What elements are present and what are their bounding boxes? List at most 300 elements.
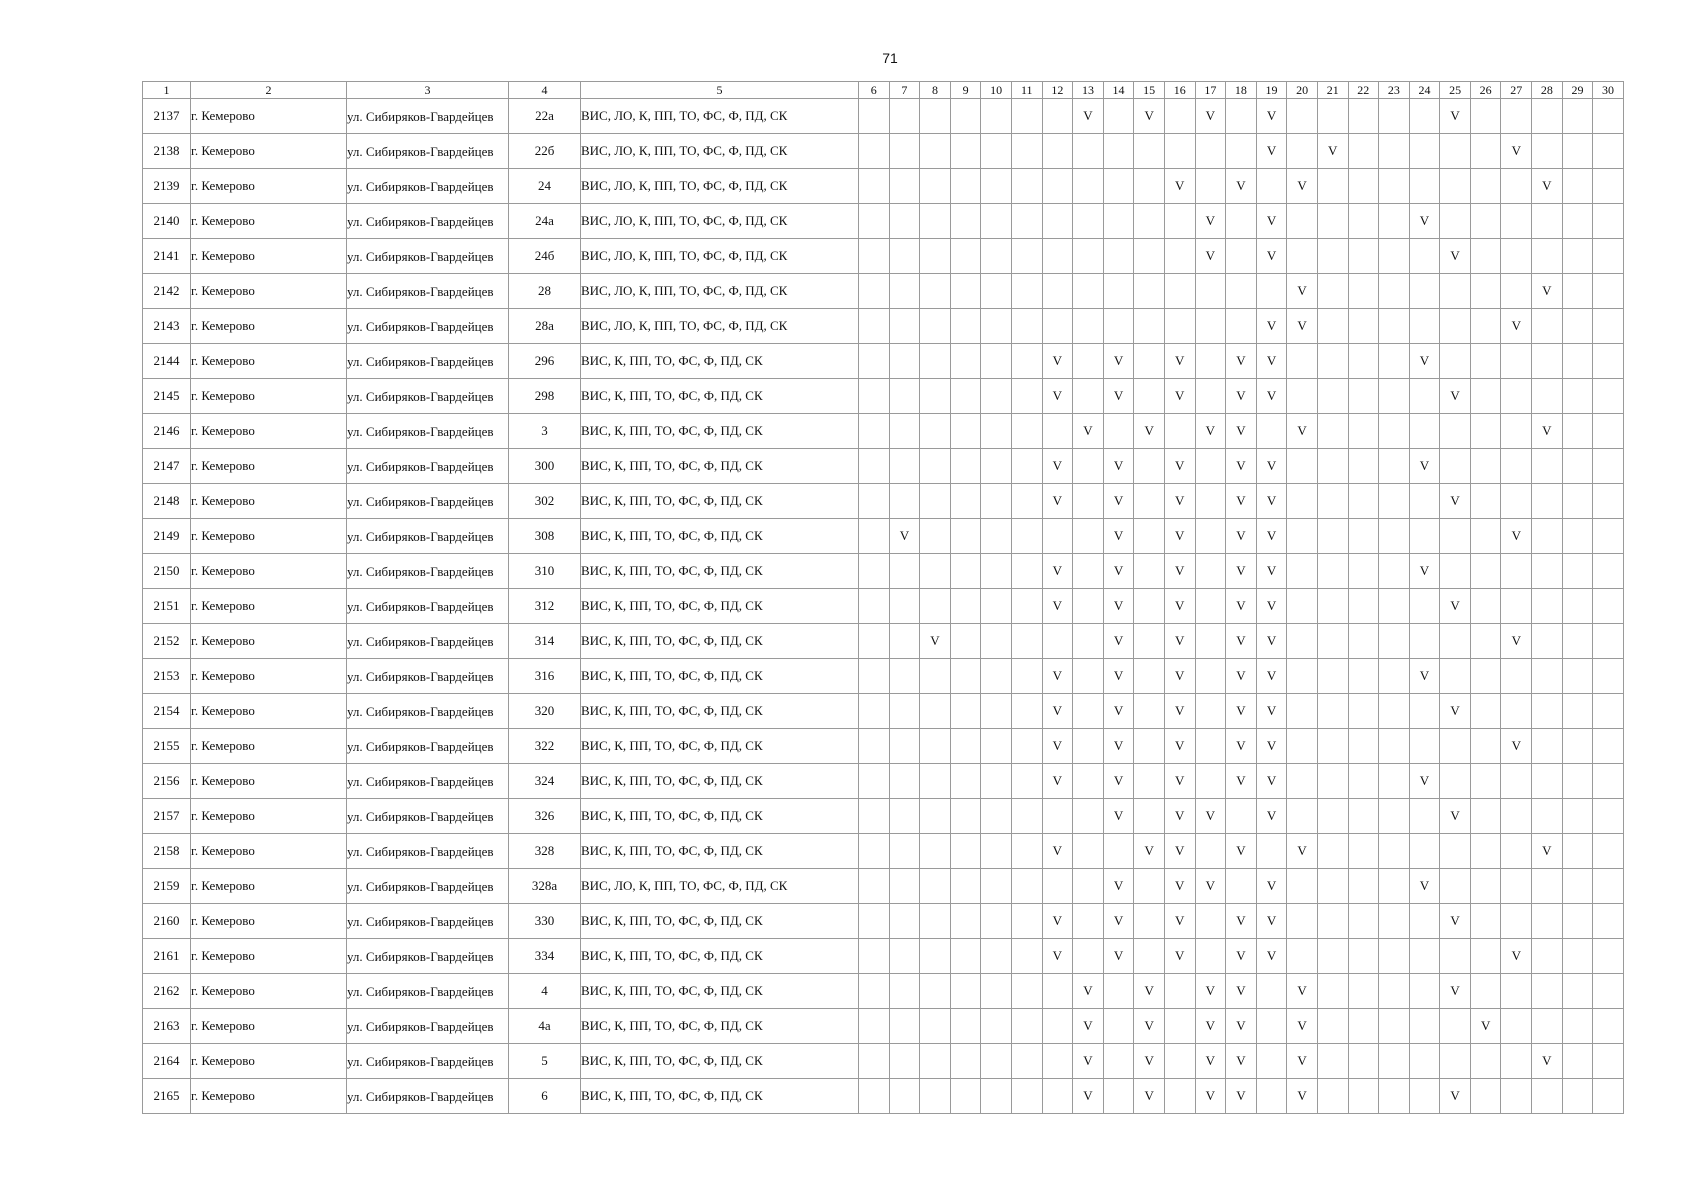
empty-cell bbox=[1440, 834, 1471, 869]
check-mark: V bbox=[1256, 379, 1287, 414]
empty-cell bbox=[889, 624, 920, 659]
row-number: 2151 bbox=[143, 589, 191, 624]
check-mark: V bbox=[1226, 484, 1257, 519]
empty-cell bbox=[1134, 729, 1165, 764]
empty-cell bbox=[1532, 204, 1563, 239]
empty-cell bbox=[1317, 729, 1348, 764]
empty-cell bbox=[950, 869, 981, 904]
column-header-17: 17 bbox=[1195, 82, 1226, 99]
page-number: 71 bbox=[882, 50, 898, 66]
empty-cell bbox=[1593, 414, 1624, 449]
empty-cell bbox=[1501, 484, 1532, 519]
check-mark: V bbox=[1226, 729, 1257, 764]
empty-cell bbox=[1226, 134, 1257, 169]
check-mark: V bbox=[1134, 834, 1165, 869]
empty-cell bbox=[1501, 869, 1532, 904]
column-header-12: 12 bbox=[1042, 82, 1073, 99]
check-mark: V bbox=[1226, 624, 1257, 659]
check-mark: V bbox=[1195, 1079, 1226, 1114]
empty-cell bbox=[950, 939, 981, 974]
empty-cell bbox=[1134, 169, 1165, 204]
empty-cell bbox=[1134, 589, 1165, 624]
empty-cell bbox=[889, 344, 920, 379]
empty-cell bbox=[1470, 414, 1501, 449]
empty-cell bbox=[1470, 1079, 1501, 1114]
empty-cell bbox=[1042, 799, 1073, 834]
services-cell: ВИС, ЛО, К, ПП, ТО, ФС, Ф, ПД, СК bbox=[581, 99, 859, 134]
empty-cell bbox=[1593, 519, 1624, 554]
empty-cell bbox=[1562, 449, 1593, 484]
services-cell: ВИС, К, ПП, ТО, ФС, Ф, ПД, СК bbox=[581, 414, 859, 449]
check-mark: V bbox=[1440, 974, 1471, 1009]
check-mark: V bbox=[1073, 414, 1104, 449]
city-cell: г. Кемерово bbox=[191, 834, 347, 869]
empty-cell bbox=[1409, 519, 1440, 554]
empty-cell bbox=[1532, 449, 1563, 484]
empty-cell bbox=[859, 1079, 890, 1114]
empty-cell bbox=[920, 659, 951, 694]
empty-cell bbox=[1593, 1079, 1624, 1114]
column-header-2: 2 bbox=[191, 82, 347, 99]
empty-cell bbox=[1195, 169, 1226, 204]
check-mark: V bbox=[1287, 414, 1318, 449]
empty-cell bbox=[1348, 99, 1379, 134]
empty-cell bbox=[950, 904, 981, 939]
empty-cell bbox=[950, 204, 981, 239]
empty-cell bbox=[859, 869, 890, 904]
column-header-9: 9 bbox=[950, 82, 981, 99]
empty-cell bbox=[1287, 764, 1318, 799]
column-header-3: 3 bbox=[347, 82, 509, 99]
empty-cell bbox=[1379, 1044, 1410, 1079]
empty-cell bbox=[1562, 589, 1593, 624]
check-mark: V bbox=[1164, 519, 1195, 554]
empty-cell bbox=[1073, 764, 1104, 799]
empty-cell bbox=[981, 729, 1012, 764]
empty-cell bbox=[1073, 939, 1104, 974]
check-mark: V bbox=[1256, 344, 1287, 379]
column-header-8: 8 bbox=[920, 82, 951, 99]
check-mark: V bbox=[1409, 344, 1440, 379]
street-cell: ул. Сибиряков-Гвардейцев bbox=[347, 1009, 509, 1044]
row-number: 2138 bbox=[143, 134, 191, 169]
check-mark: V bbox=[1226, 519, 1257, 554]
services-cell: ВИС, К, ПП, ТО, ФС, Ф, ПД, СК bbox=[581, 799, 859, 834]
empty-cell bbox=[1317, 99, 1348, 134]
row-number: 2150 bbox=[143, 554, 191, 589]
empty-cell bbox=[1440, 1044, 1471, 1079]
empty-cell bbox=[1042, 1079, 1073, 1114]
empty-cell bbox=[1348, 344, 1379, 379]
table-row bbox=[143, 484, 1624, 519]
check-mark: V bbox=[1134, 99, 1165, 134]
empty-cell bbox=[1042, 169, 1073, 204]
check-mark: V bbox=[1103, 624, 1134, 659]
empty-cell bbox=[859, 99, 890, 134]
empty-cell bbox=[1011, 204, 1042, 239]
empty-cell bbox=[889, 939, 920, 974]
check-mark: V bbox=[1103, 869, 1134, 904]
empty-cell bbox=[889, 764, 920, 799]
empty-cell bbox=[1532, 904, 1563, 939]
check-mark: V bbox=[1103, 659, 1134, 694]
empty-cell bbox=[1073, 694, 1104, 729]
check-mark: V bbox=[1073, 1009, 1104, 1044]
empty-cell bbox=[981, 1044, 1012, 1079]
house-cell: 308 bbox=[509, 519, 581, 554]
empty-cell bbox=[1164, 134, 1195, 169]
empty-cell bbox=[859, 134, 890, 169]
empty-cell bbox=[950, 449, 981, 484]
empty-cell bbox=[920, 414, 951, 449]
empty-cell bbox=[1532, 729, 1563, 764]
street-cell: ул. Сибиряков-Гвардейцев bbox=[347, 1044, 509, 1079]
empty-cell bbox=[1317, 764, 1348, 799]
column-header-1: 1 bbox=[143, 82, 191, 99]
empty-cell bbox=[1562, 659, 1593, 694]
city-cell: г. Кемерово bbox=[191, 379, 347, 414]
house-cell: 302 bbox=[509, 484, 581, 519]
empty-cell bbox=[981, 169, 1012, 204]
column-header-22: 22 bbox=[1348, 82, 1379, 99]
house-cell: 322 bbox=[509, 729, 581, 764]
column-header-24: 24 bbox=[1409, 82, 1440, 99]
empty-cell bbox=[1593, 904, 1624, 939]
city-cell: г. Кемерово bbox=[191, 939, 347, 974]
empty-cell bbox=[1073, 134, 1104, 169]
empty-cell bbox=[1379, 554, 1410, 589]
empty-cell bbox=[1562, 169, 1593, 204]
empty-cell bbox=[1409, 379, 1440, 414]
empty-cell bbox=[1470, 99, 1501, 134]
column-header-29: 29 bbox=[1562, 82, 1593, 99]
empty-cell bbox=[1379, 204, 1410, 239]
check-mark: V bbox=[1440, 239, 1471, 274]
empty-cell bbox=[1440, 554, 1471, 589]
table-row bbox=[143, 344, 1624, 379]
empty-cell bbox=[1011, 99, 1042, 134]
empty-cell bbox=[1501, 204, 1532, 239]
check-mark: V bbox=[1256, 519, 1287, 554]
services-cell: ВИС, К, ПП, ТО, ФС, Ф, ПД, СК bbox=[581, 554, 859, 589]
check-mark: V bbox=[1287, 834, 1318, 869]
empty-cell bbox=[1501, 449, 1532, 484]
empty-cell bbox=[1226, 274, 1257, 309]
empty-cell bbox=[1103, 414, 1134, 449]
empty-cell bbox=[1470, 939, 1501, 974]
street-cell: ул. Сибиряков-Гвардейцев bbox=[347, 554, 509, 589]
empty-cell bbox=[889, 554, 920, 589]
empty-cell bbox=[859, 274, 890, 309]
check-mark: V bbox=[1287, 1009, 1318, 1044]
empty-cell bbox=[1593, 974, 1624, 1009]
empty-cell bbox=[1195, 309, 1226, 344]
empty-cell bbox=[1593, 379, 1624, 414]
check-mark: V bbox=[1042, 344, 1073, 379]
check-mark: V bbox=[1103, 379, 1134, 414]
empty-cell bbox=[1562, 1044, 1593, 1079]
empty-cell bbox=[1011, 624, 1042, 659]
house-cell: 28а bbox=[509, 309, 581, 344]
empty-cell bbox=[1348, 519, 1379, 554]
empty-cell bbox=[1348, 904, 1379, 939]
empty-cell bbox=[1501, 239, 1532, 274]
check-mark: V bbox=[1103, 589, 1134, 624]
empty-cell bbox=[889, 449, 920, 484]
empty-cell bbox=[1409, 1009, 1440, 1044]
table-row bbox=[143, 764, 1624, 799]
city-cell: г. Кемерово bbox=[191, 344, 347, 379]
empty-cell bbox=[1348, 1009, 1379, 1044]
empty-cell bbox=[950, 274, 981, 309]
table-row bbox=[143, 1044, 1624, 1079]
check-mark: V bbox=[1256, 99, 1287, 134]
empty-cell bbox=[859, 519, 890, 554]
empty-cell bbox=[859, 729, 890, 764]
empty-cell bbox=[1226, 309, 1257, 344]
empty-cell bbox=[1042, 519, 1073, 554]
check-mark: V bbox=[1226, 1009, 1257, 1044]
empty-cell bbox=[1317, 379, 1348, 414]
empty-cell bbox=[1348, 694, 1379, 729]
empty-cell bbox=[1532, 974, 1563, 1009]
street-cell: ул. Сибиряков-Гвардейцев bbox=[347, 99, 509, 134]
check-mark: V bbox=[1164, 799, 1195, 834]
check-mark: V bbox=[1440, 694, 1471, 729]
check-mark: V bbox=[1440, 484, 1471, 519]
empty-cell bbox=[889, 204, 920, 239]
services-cell: ВИС, К, ПП, ТО, ФС, Ф, ПД, СК bbox=[581, 729, 859, 764]
empty-cell bbox=[1287, 729, 1318, 764]
empty-cell bbox=[1379, 729, 1410, 764]
empty-cell bbox=[1409, 99, 1440, 134]
empty-cell bbox=[1134, 764, 1165, 799]
empty-cell bbox=[1593, 344, 1624, 379]
row-number: 2162 bbox=[143, 974, 191, 1009]
empty-cell bbox=[1440, 869, 1471, 904]
empty-cell bbox=[1226, 204, 1257, 239]
city-cell: г. Кемерово bbox=[191, 589, 347, 624]
empty-cell bbox=[981, 694, 1012, 729]
empty-cell bbox=[1042, 624, 1073, 659]
empty-cell bbox=[1440, 204, 1471, 239]
empty-cell bbox=[1317, 659, 1348, 694]
row-number: 2141 bbox=[143, 239, 191, 274]
empty-cell bbox=[1134, 869, 1165, 904]
empty-cell bbox=[1593, 939, 1624, 974]
check-mark: V bbox=[1103, 449, 1134, 484]
empty-cell bbox=[1317, 1009, 1348, 1044]
empty-cell bbox=[1409, 974, 1440, 1009]
empty-cell bbox=[889, 1044, 920, 1079]
empty-cell bbox=[1532, 239, 1563, 274]
empty-cell bbox=[1470, 764, 1501, 799]
table-row bbox=[143, 134, 1624, 169]
empty-cell bbox=[1593, 729, 1624, 764]
empty-cell bbox=[981, 974, 1012, 1009]
check-mark: V bbox=[1042, 589, 1073, 624]
check-mark: V bbox=[1042, 729, 1073, 764]
empty-cell bbox=[1501, 1044, 1532, 1079]
street-cell: ул. Сибиряков-Гвардейцев bbox=[347, 589, 509, 624]
check-mark: V bbox=[1195, 99, 1226, 134]
check-mark: V bbox=[1195, 869, 1226, 904]
empty-cell bbox=[1501, 274, 1532, 309]
services-cell: ВИС, К, ПП, ТО, ФС, Ф, ПД, СК bbox=[581, 624, 859, 659]
empty-cell bbox=[859, 589, 890, 624]
empty-cell bbox=[1226, 869, 1257, 904]
empty-cell bbox=[1532, 1079, 1563, 1114]
city-cell: г. Кемерово bbox=[191, 519, 347, 554]
column-header-18: 18 bbox=[1226, 82, 1257, 99]
empty-cell bbox=[1501, 554, 1532, 589]
services-cell: ВИС, ЛО, К, ПП, ТО, ФС, Ф, ПД, СК bbox=[581, 169, 859, 204]
empty-cell bbox=[1532, 939, 1563, 974]
check-mark: V bbox=[1440, 99, 1471, 134]
empty-cell bbox=[1103, 99, 1134, 134]
empty-cell bbox=[981, 1009, 1012, 1044]
empty-cell bbox=[1164, 309, 1195, 344]
house-cell: 300 bbox=[509, 449, 581, 484]
empty-cell bbox=[1593, 1044, 1624, 1079]
empty-cell bbox=[1348, 239, 1379, 274]
empty-cell bbox=[1164, 1079, 1195, 1114]
services-cell: ВИС, К, ПП, ТО, ФС, Ф, ПД, СК bbox=[581, 834, 859, 869]
empty-cell bbox=[1470, 589, 1501, 624]
empty-cell bbox=[1011, 659, 1042, 694]
row-number: 2156 bbox=[143, 764, 191, 799]
empty-cell bbox=[920, 99, 951, 134]
empty-cell bbox=[1470, 834, 1501, 869]
empty-cell bbox=[1562, 624, 1593, 659]
city-cell: г. Кемерово bbox=[191, 764, 347, 799]
empty-cell bbox=[1011, 834, 1042, 869]
check-mark: V bbox=[1164, 169, 1195, 204]
check-mark: V bbox=[1501, 519, 1532, 554]
empty-cell bbox=[1562, 239, 1593, 274]
check-mark: V bbox=[1073, 99, 1104, 134]
check-mark: V bbox=[1164, 379, 1195, 414]
check-mark: V bbox=[1134, 974, 1165, 1009]
check-mark: V bbox=[1256, 904, 1287, 939]
empty-cell bbox=[1226, 799, 1257, 834]
house-cell: 4 bbox=[509, 974, 581, 1009]
column-header-4: 4 bbox=[509, 82, 581, 99]
check-mark: V bbox=[1532, 274, 1563, 309]
empty-cell bbox=[889, 274, 920, 309]
check-mark: V bbox=[1256, 939, 1287, 974]
house-cell: 6 bbox=[509, 1079, 581, 1114]
empty-cell bbox=[1317, 869, 1348, 904]
empty-cell bbox=[1164, 1009, 1195, 1044]
empty-cell bbox=[1562, 1009, 1593, 1044]
check-mark: V bbox=[1042, 449, 1073, 484]
check-mark: V bbox=[1409, 869, 1440, 904]
check-mark: V bbox=[1226, 449, 1257, 484]
empty-cell bbox=[1042, 309, 1073, 344]
check-mark: V bbox=[1042, 694, 1073, 729]
empty-cell bbox=[1440, 414, 1471, 449]
check-mark: V bbox=[1103, 519, 1134, 554]
empty-cell bbox=[1562, 799, 1593, 834]
empty-cell bbox=[1287, 799, 1318, 834]
house-cell: 24а bbox=[509, 204, 581, 239]
empty-cell bbox=[1562, 274, 1593, 309]
check-mark: V bbox=[1103, 344, 1134, 379]
check-mark: V bbox=[1134, 1044, 1165, 1079]
city-cell: г. Кемерово bbox=[191, 554, 347, 589]
empty-cell bbox=[1562, 379, 1593, 414]
column-header-23: 23 bbox=[1379, 82, 1410, 99]
house-cell: 28 bbox=[509, 274, 581, 309]
empty-cell bbox=[1042, 274, 1073, 309]
empty-cell bbox=[1073, 239, 1104, 274]
empty-cell bbox=[1562, 344, 1593, 379]
row-number: 2147 bbox=[143, 449, 191, 484]
empty-cell bbox=[1073, 624, 1104, 659]
empty-cell bbox=[981, 659, 1012, 694]
row-number: 2137 bbox=[143, 99, 191, 134]
empty-cell bbox=[1562, 554, 1593, 589]
check-mark: V bbox=[1226, 939, 1257, 974]
street-cell: ул. Сибиряков-Гвардейцев bbox=[347, 939, 509, 974]
empty-cell bbox=[950, 1044, 981, 1079]
check-mark: V bbox=[1042, 904, 1073, 939]
empty-cell bbox=[1562, 309, 1593, 344]
services-cell: ВИС, К, ПП, ТО, ФС, Ф, ПД, СК bbox=[581, 939, 859, 974]
empty-cell bbox=[859, 484, 890, 519]
empty-cell bbox=[1195, 344, 1226, 379]
street-cell: ул. Сибиряков-Гвардейцев bbox=[347, 659, 509, 694]
table-row bbox=[143, 99, 1624, 134]
empty-cell bbox=[1348, 624, 1379, 659]
services-cell: ВИС, К, ПП, ТО, ФС, Ф, ПД, СК bbox=[581, 974, 859, 1009]
empty-cell bbox=[950, 309, 981, 344]
house-cell: 296 bbox=[509, 344, 581, 379]
house-cell: 5 bbox=[509, 1044, 581, 1079]
check-mark: V bbox=[1164, 694, 1195, 729]
empty-cell bbox=[1470, 624, 1501, 659]
empty-cell bbox=[1440, 1009, 1471, 1044]
empty-cell bbox=[1470, 204, 1501, 239]
empty-cell bbox=[920, 1009, 951, 1044]
empty-cell bbox=[950, 519, 981, 554]
empty-cell bbox=[1532, 379, 1563, 414]
empty-cell bbox=[1103, 1009, 1134, 1044]
empty-cell bbox=[1470, 694, 1501, 729]
empty-cell bbox=[1348, 939, 1379, 974]
empty-cell bbox=[1593, 134, 1624, 169]
empty-cell bbox=[981, 869, 1012, 904]
empty-cell bbox=[1195, 904, 1226, 939]
empty-cell bbox=[1593, 204, 1624, 239]
table-row bbox=[143, 624, 1624, 659]
check-mark: V bbox=[1256, 659, 1287, 694]
empty-cell bbox=[920, 274, 951, 309]
empty-cell bbox=[889, 134, 920, 169]
empty-cell bbox=[1226, 239, 1257, 274]
check-mark: V bbox=[1134, 414, 1165, 449]
city-cell: г. Кемерово bbox=[191, 799, 347, 834]
empty-cell bbox=[1134, 799, 1165, 834]
empty-cell bbox=[1317, 834, 1348, 869]
empty-cell bbox=[889, 729, 920, 764]
empty-cell bbox=[1593, 694, 1624, 729]
empty-cell bbox=[1593, 99, 1624, 134]
empty-cell bbox=[1409, 904, 1440, 939]
city-cell: г. Кемерово bbox=[191, 169, 347, 204]
check-mark: V bbox=[1042, 659, 1073, 694]
